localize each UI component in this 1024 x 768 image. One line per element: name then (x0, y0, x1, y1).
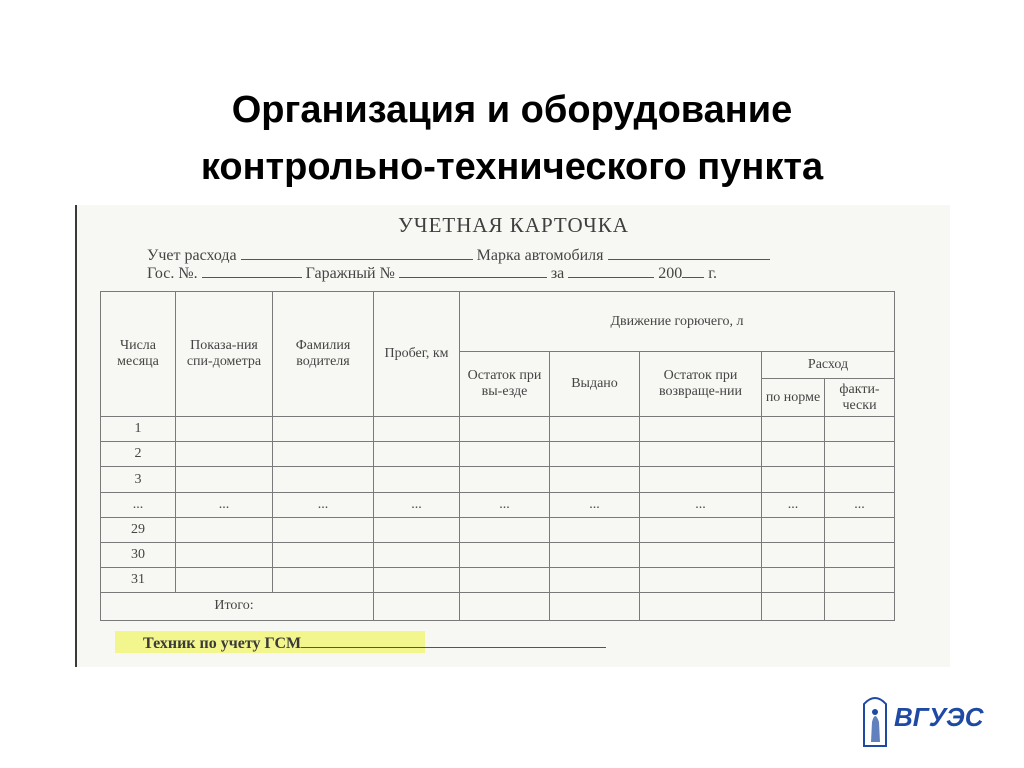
table-cell (460, 442, 550, 467)
table-cell (550, 417, 640, 442)
header-speedometer: Показа-ния спи-дометра (176, 292, 273, 417)
row-day: 31 (101, 567, 176, 592)
period-label: за (550, 265, 565, 282)
header-line-2 (147, 263, 717, 283)
row-day: ... (101, 492, 176, 517)
header-actual: факти-чески (825, 379, 895, 417)
table-cell (460, 417, 550, 442)
header-line-1 (147, 245, 770, 265)
table-cell (374, 517, 460, 542)
table-cell (762, 417, 825, 442)
table-cell (762, 517, 825, 542)
table-row (101, 542, 895, 567)
table-cell (640, 442, 762, 467)
table-cell (374, 567, 460, 592)
table-row (101, 467, 895, 492)
row-day: 29 (101, 517, 176, 542)
table-cell (374, 442, 460, 467)
table-cell (374, 592, 460, 620)
ellipsis-cell: ... (550, 492, 640, 517)
table-row (101, 492, 895, 517)
table-cell (825, 417, 895, 442)
table-cell (825, 442, 895, 467)
car-model-label: Марка автомобиля (476, 247, 604, 264)
table-cell (640, 592, 762, 620)
garage-label: Гаражный № (305, 265, 395, 282)
header-fuel-movement: Движение горючего, л (460, 292, 895, 352)
logo-text: ВГУЭС (894, 702, 984, 732)
header-mileage: Пробег, км (374, 292, 460, 417)
scanned-form (75, 205, 950, 667)
row-day: 1 (101, 417, 176, 442)
table-cell (176, 517, 273, 542)
table-cell (825, 567, 895, 592)
table-cell (176, 542, 273, 567)
period-blank (568, 263, 654, 278)
table-row (101, 567, 895, 592)
header-balance-out: Остаток при вы-езде (460, 352, 550, 417)
header-day: Числа месяца (101, 292, 176, 417)
table-cell (273, 517, 374, 542)
table-cell (550, 517, 640, 542)
table-cell (273, 417, 374, 442)
slide-title-line-1: Организация и оборудование (231, 89, 793, 131)
ellipsis-cell: ... (640, 492, 762, 517)
table-cell (640, 567, 762, 592)
table-cell (460, 467, 550, 492)
total-row (101, 592, 895, 620)
table-cell (273, 442, 374, 467)
header-balance-return: Остаток при возвраще-нии (640, 352, 762, 417)
table-cell (640, 467, 762, 492)
card-title: УЧЕТНАЯ КАРТОЧКА (398, 213, 629, 237)
year-suffix: г. (708, 265, 718, 282)
fuel-card-table (100, 291, 895, 621)
plate-blank (202, 263, 302, 278)
slide-title (0, 82, 1024, 196)
header-by-norm: по норме (762, 379, 825, 417)
table-cell (460, 517, 550, 542)
table-cell (460, 567, 550, 592)
signature-label: Техник по учету ГСМ (143, 635, 302, 652)
table-row (101, 442, 895, 467)
table-cell (640, 517, 762, 542)
total-label: Итого: (101, 592, 374, 620)
table-cell (176, 442, 273, 467)
table-cell (762, 467, 825, 492)
table-cell (273, 542, 374, 567)
table-cell (374, 542, 460, 567)
table-row (101, 417, 895, 442)
table-cell (176, 567, 273, 592)
year-blank (682, 263, 704, 278)
table-cell (550, 592, 640, 620)
table-cell (550, 467, 640, 492)
table-cell (176, 417, 273, 442)
year-label: 200 (658, 265, 683, 282)
table-cell (374, 417, 460, 442)
row-day: 30 (101, 542, 176, 567)
signature-line (143, 633, 606, 653)
table-row (101, 517, 895, 542)
signature-blank (301, 633, 606, 648)
header-consumption: Расход (762, 352, 895, 379)
table-cell (460, 542, 550, 567)
table-cell (640, 542, 762, 567)
table-cell (640, 417, 762, 442)
table-cell (825, 542, 895, 567)
table-cell (762, 592, 825, 620)
fuel-account-label: Учет расхода (147, 247, 237, 264)
table-cell (374, 467, 460, 492)
ellipsis-cell: ... (176, 492, 273, 517)
table-cell (273, 467, 374, 492)
ellipsis-cell: ... (825, 492, 895, 517)
car-model-blank (608, 245, 770, 260)
table-cell (762, 442, 825, 467)
table-cell (550, 442, 640, 467)
ellipsis-cell: ... (460, 492, 550, 517)
table-cell (825, 517, 895, 542)
header-driver: Фамилия водителя (273, 292, 374, 417)
row-day: 2 (101, 442, 176, 467)
table-cell (825, 467, 895, 492)
university-logo (860, 692, 985, 748)
fuel-account-blank (241, 245, 473, 260)
ellipsis-cell: ... (762, 492, 825, 517)
slide-title-line-2: контрольно-технического пункта (200, 146, 824, 188)
table-cell (176, 467, 273, 492)
table-cell (762, 542, 825, 567)
table-cell (825, 592, 895, 620)
table-cell (460, 592, 550, 620)
ellipsis-cell: ... (374, 492, 460, 517)
table-cell (550, 542, 640, 567)
header-issued: Выдано (550, 352, 640, 417)
ellipsis-cell: ... (273, 492, 374, 517)
row-day: 3 (101, 467, 176, 492)
table-cell (273, 567, 374, 592)
plate-label: Гос. №. (147, 265, 198, 282)
table-cell (550, 567, 640, 592)
garage-blank (399, 263, 547, 278)
table-cell (762, 567, 825, 592)
logo-emblem-icon (860, 692, 985, 748)
